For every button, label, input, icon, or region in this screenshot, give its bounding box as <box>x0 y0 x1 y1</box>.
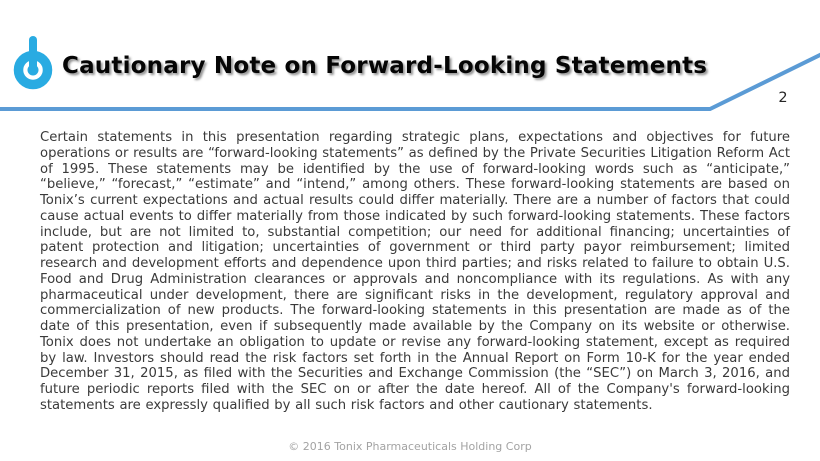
tonix-logo-icon <box>10 35 57 90</box>
slide-title: Cautionary Note on Forward-Looking Statements <box>62 53 708 79</box>
page-number: 2 <box>778 90 788 106</box>
footer-copyright: © 2016 Tonix Pharmaceuticals Holding Corp <box>288 440 532 453</box>
logo-stem <box>29 36 37 71</box>
disclaimer-paragraph: Certain statements in this presentation regarding strategic plans, expectations and objectives for future operations or results are “forward-looking statements” as defined by the Private Securities Litigation Reform Act of 1995. These statements may be identified by the use of forward-looking words such as “anticipate,” “believe,” “forecast,” “estimate” and “intend,” among others. These forward-looking statements are based on Tonix’s current expectations and actual results could differ materially. There are a number of factors that could cause actual events to differ materially from those indicated by such forward-looking statements. These factors include, but are not limited to, substantial competition; our need for additional financing; uncertainties of patent protection and litigation; uncertainties of government or third party payor reimbursement; limited research and development efforts and dependence upon third parties; and risks related to failure to obtain U.S. Food and Drug Administration clearances or approvals and noncompliance with its regulations. As with any pharmaceutical under development, there are significant risks in the development, regulatory approval and commercialization of new products. The forward-looking statements in this presentation are made as of the date of this presentation, even if subsequently made available by the Company on its website or otherwise. Tonix does not undertake an obligation to update or revise any forward-looking statement, except as required by law. Investors should read the risk factors set forth in the Annual Report on Form 10-K for the year ended December 31, 2015, as filed with the Securities and Exchange Commission (the “SEC”) on March 3, 2016, and future periodic reports filed with the SEC on or after the date hereof. All of the Company's forward-looking statements are expressly qualified by all such risk factors and other cautionary statements. <box>40 130 790 413</box>
